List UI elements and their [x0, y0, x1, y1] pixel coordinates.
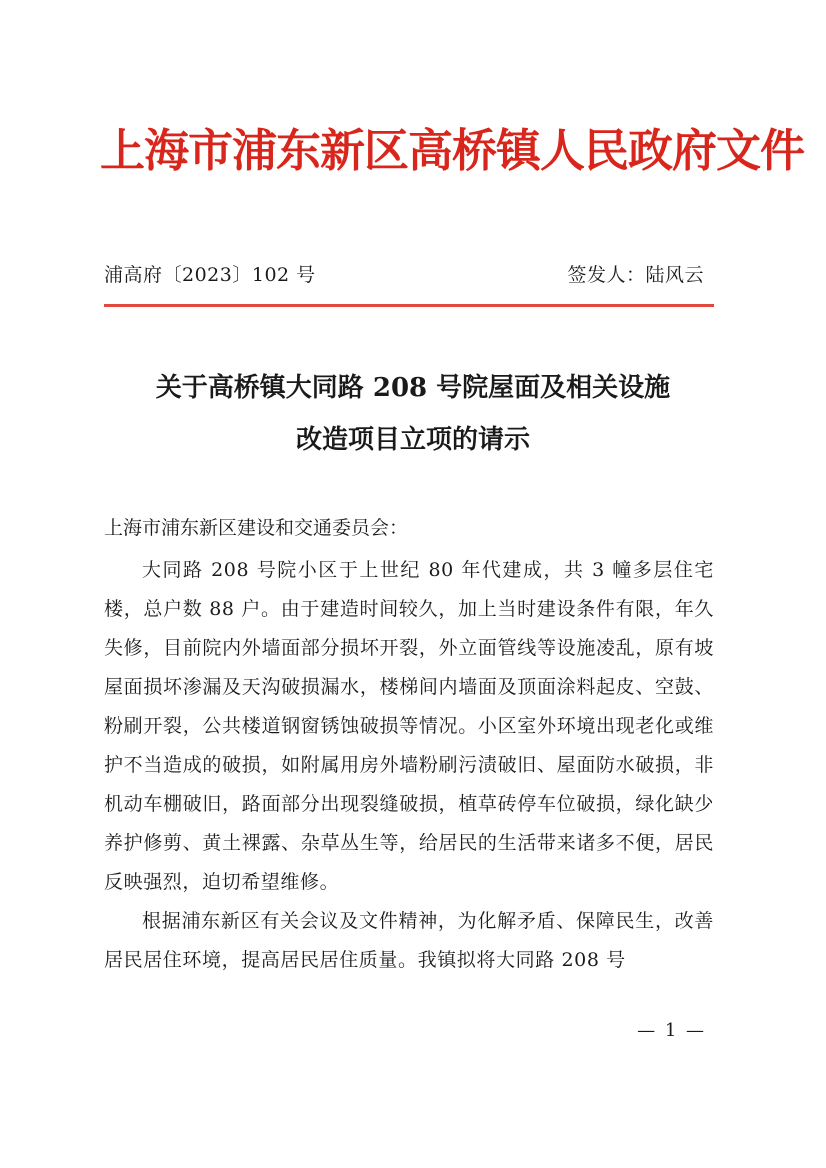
document-header-title: 上海市浦东新区高桥镇人民政府文件 [100, 124, 805, 177]
body-text [104, 551, 714, 980]
body-paragraph-1: 大同路 208 号院小区于上世纪 80 年代建成，共 3 幢多层住宅楼，总户数 88 户。由于建造时间较久，加上当时建设条件有限，年久失修，目前院内外墙面部分损坏开裂，外立面管线等设施凌乱，原有坡屋面损坏渗漏及天沟破损漏水，楼梯间内墙面及顶面涂料起皮、空鼓、粉刷开裂，公共楼道钢窗锈蚀破损等情况。小区室外环境出现老化或维护不当造成的破损，如附属用房外墙粉刷污渍破旧、屋面防水破损，非机动车棚破旧，路面部分出现裂缝破损，植草砖停车位破损，绿化缺少养护修剪、黄土裸露、杂草丛生等，给居民的生活带来诸多不便，居民反映强烈，迫切希望维修。 [104, 559, 714, 893]
issuer-signature: 签发人：陆风云 [567, 264, 704, 286]
document-number: 浦高府〔2023〕102 号 [104, 264, 316, 286]
red-divider-line [104, 304, 714, 307]
title-line-1: 关于高桥镇大同路 208 号院屋面及相关设施 [155, 373, 671, 403]
body-paragraph-2: 根据浦东新区有关会议及文件精神，为化解矛盾、保障民生，改善居民居住环境，提高居民居住质量。我镇拟将大同路 208 号 [104, 910, 714, 971]
addressee: 上海市浦东新区建设和交通委员会： [104, 517, 409, 539]
document-title [100, 362, 726, 466]
title-line-2: 改造项目立项的请示 [295, 425, 530, 455]
page-number: — 1 — [637, 1020, 706, 1041]
